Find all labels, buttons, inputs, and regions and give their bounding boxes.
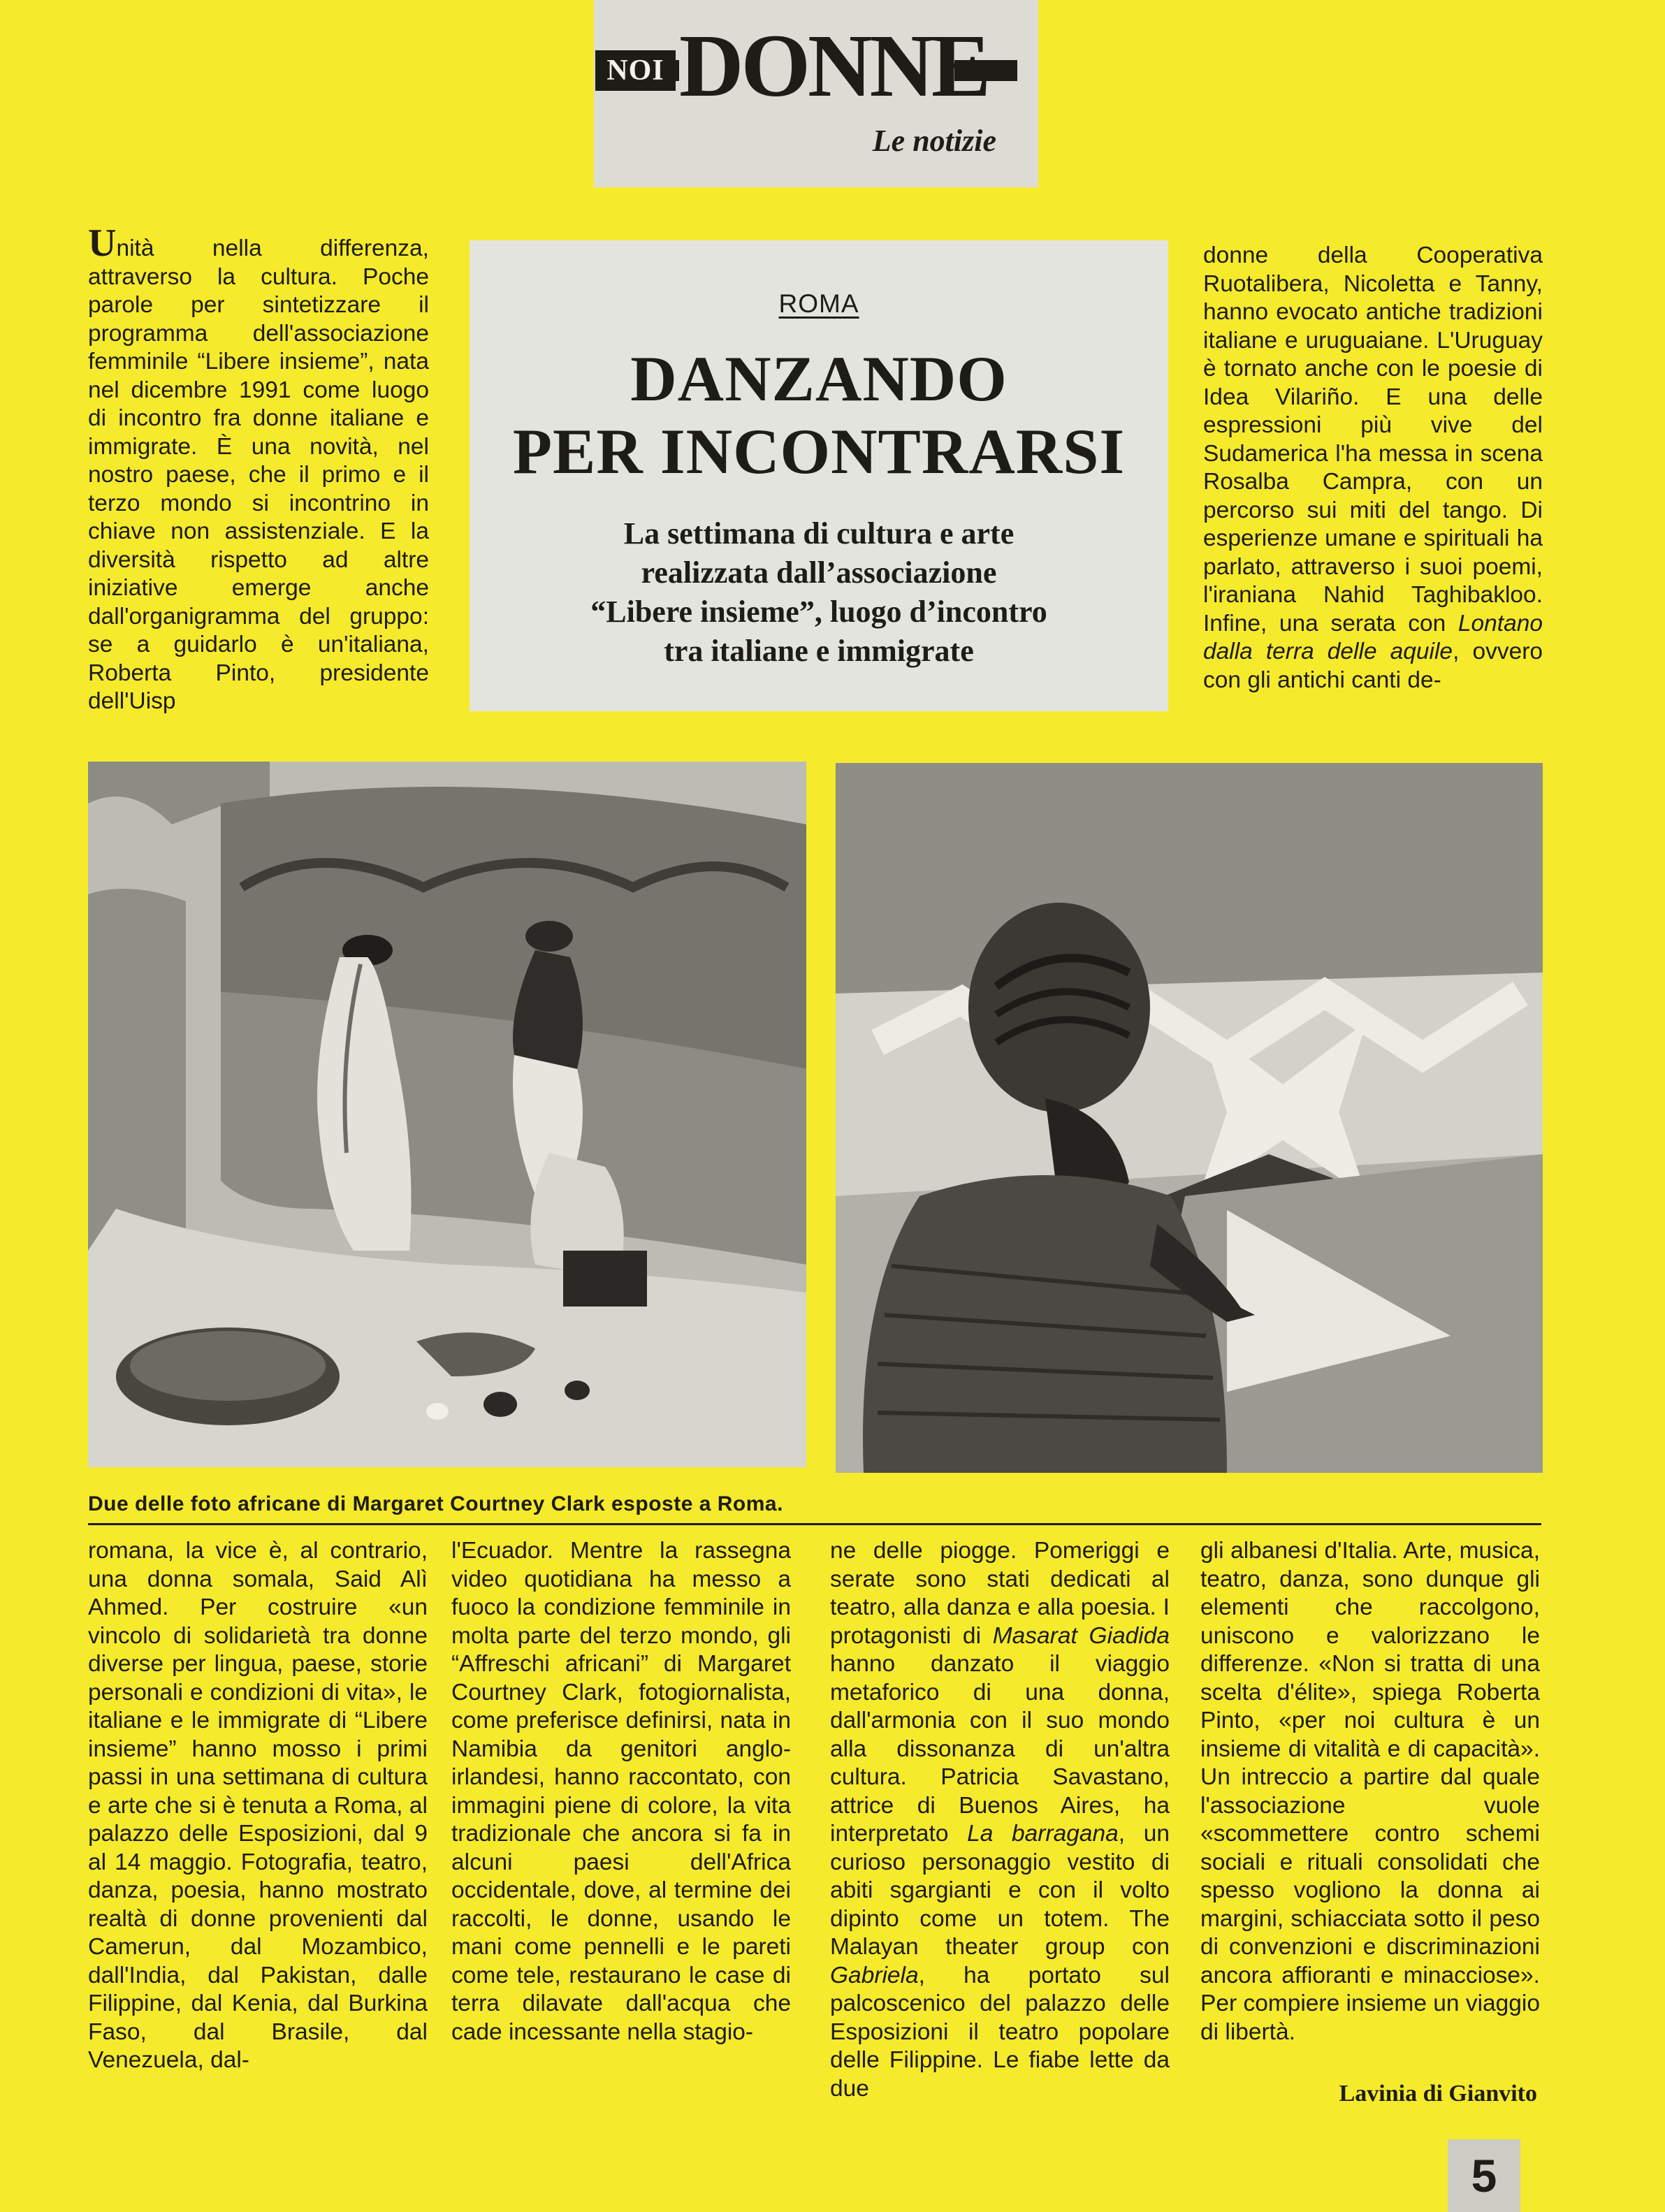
- photo-left: [88, 762, 806, 1467]
- top-right-italic: Lontano dalla terra delle aquile: [1203, 610, 1543, 664]
- subtitle-line: tra italiane e immigrate: [664, 634, 974, 668]
- photo-left-image: [88, 762, 806, 1467]
- article-col-2-text: l'Ecuador. Mentre la rassegna video quotidiana ha messo a fuoco la condizione femminile in molta parte del terzo mondo, gli “Affreschi africani” di Margaret Courtney Clark, fotogiornalista, come preferisce definirsi, nata in Namibia da genitori anglo-irlandesi, hanno raccontato, con immagini piene di colore, la vita tradizionale che ancora si fa in alcuni paesi dell'Africa occidentale, dove, al termine dei raccolti, le donne, usando le mani come pennelli e le pareti come tele, restaurano le case di terra dilavate dall'acqua che cade incessante nella stagio-: [451, 1538, 791, 2045]
- subtitle-line: La settimana di cultura e arte: [623, 516, 1015, 551]
- author-byline: Lavinia di Gianvito: [1339, 2081, 1537, 2107]
- headline-location: ROMA: [778, 289, 859, 318]
- col3-italic: Masarat Giadida: [992, 1622, 1170, 1649]
- col3-text: , un curioso personaggio vestito di abiti sgargianti e con il volto dipinto come un totem. The Malayan theater group con: [830, 1821, 1170, 1960]
- headline-title-line1: DANZANDO: [630, 343, 1008, 414]
- top-right-text-1: donne della Cooperativa Ruotalibera, Nicoletta e Tanny, hanno evocato antiche tradizioni italiane e uruguaiane. L'Uruguay è tornato anche con le poesie di Idea Vilariño. E una delle espressioni più vive del Sudamerica l'ha messa in scena Rosalba Campra, con un percorso sui miti del tango. Di esperienze umane e spirituali ha parlato, attraverso i suoi poemi, l'iraniana Nahid Taghibakloo. Infine, una serata con: [1203, 242, 1543, 636]
- caption-divider: [88, 1523, 1541, 1525]
- headline-title-line2: PER INCONTRARSI: [512, 416, 1126, 487]
- col3-italic: La barragana: [967, 1821, 1119, 1847]
- col3-text: ne delle piogge. Pomeriggi e serate sono stati dedicati al teatro, alla danza e alla poesia. I protagonisti di: [830, 1538, 1170, 1649]
- headline-title: [470, 342, 1168, 488]
- top-left-text: nità nella differenza, attraverso la cultura. Poche parole per sintetizzare il programma dell'associazione femminile “Libere insieme”, nata nel dicembre 1991 come luogo di incontro fra donne italiane e immigrate. È una novità, nel nostro paese, che il primo e il terzo mondo si incontrino in chiave non assistenziale. E la diversità rispetto ad altre iniziative emerge anche dall'organigramma del gruppo: se a guidarlo è un'italiana, Roberta Pinto, presidente dell'Uisp: [88, 235, 429, 714]
- headline-subtitle: [470, 514, 1168, 671]
- masthead-noi: NOI: [595, 50, 676, 91]
- article-col-4-text: gli albanesi d'Italia. Arte, musica, teatro, danza, sono dunque gli elementi che raccolgono, uniscono e valorizzano le differenze. «Non si tratta di una scelta d'élite», spiega Roberta Pinto, «per noi cultura è un insieme di vitalità e di capacità». Un intreccio a partire dal quale l'associazione vuole «scommettere contro schemi sociali e rituali consolidati che spesso vogliono la donna ai margini, schiacciata sotto il peso di convenzioni e discriminazioni ancora affioranti e minacciose». Per compiere insieme un viaggio di libertà.: [1200, 1538, 1540, 2045]
- article-col-1: [88, 1537, 428, 2075]
- article-col-3: [830, 1537, 1170, 2103]
- article-col-4: [1200, 1537, 1540, 2046]
- dropcap: U: [88, 221, 117, 265]
- col3-text: , ha portato sul palcoscenico del palazzo delle Esposizioni il teatro popolare delle Filippine. Le fiabe lette da due: [830, 1962, 1170, 2102]
- article-col-top-right: [1203, 242, 1543, 694]
- top-right-text-2: , ovvero con gli antichi canti de-: [1203, 639, 1543, 693]
- col3-italic: Gabriela: [830, 1962, 919, 1988]
- photo-caption: Due delle foto africane di Margaret Courtney Clark esposte a Roma.: [88, 1492, 783, 1515]
- subtitle-line: realizzata dall’associazione: [641, 555, 997, 590]
- photo-right: [836, 763, 1543, 1473]
- article-col-top-left: [88, 221, 429, 716]
- col3-text: hanno danzato il viaggio metaforico di una donna, dall'armonia con il suo mondo alla dissonanza di un'altra cultura. Patricia Savastano, attrice di Buenos Aires, ha interpretato: [830, 1651, 1170, 1847]
- photo-right-image: [836, 763, 1543, 1473]
- masthead-subtitle: Le notizie: [872, 124, 996, 158]
- masthead-donne: DONNE: [679, 16, 989, 115]
- subtitle-line: “Libere insieme”, luogo d’incontro: [590, 595, 1047, 629]
- page-number: 5: [1448, 2139, 1520, 2212]
- article-col-2: [451, 1537, 791, 2046]
- article-col-1-text: romana, la vice è, al contrario, una donna somala, Said Alì Ahmed. Per costruire «un vincolo di solidarietà tra donne diverse per lingua, paese, storie personali e condizioni di vita», le italiane e le immigrate di “Libere insieme” hanno mosso i primi passi in una settimana di cultura e arte che si è tenuta a Roma, al palazzo delle Esposizioni, dal 9 al 14 maggio. Fotografia, teatro, danza, poesia, hanno mostrato realtà di donne provenienti dal Camerun, dal Mozambico, dall'India, dal Pakistan, dalle Filippine, dal Kenia, dal Burkina Faso, dal Brasile, dal Venezuela, dal-: [88, 1538, 428, 2073]
- headline-box: [470, 240, 1168, 711]
